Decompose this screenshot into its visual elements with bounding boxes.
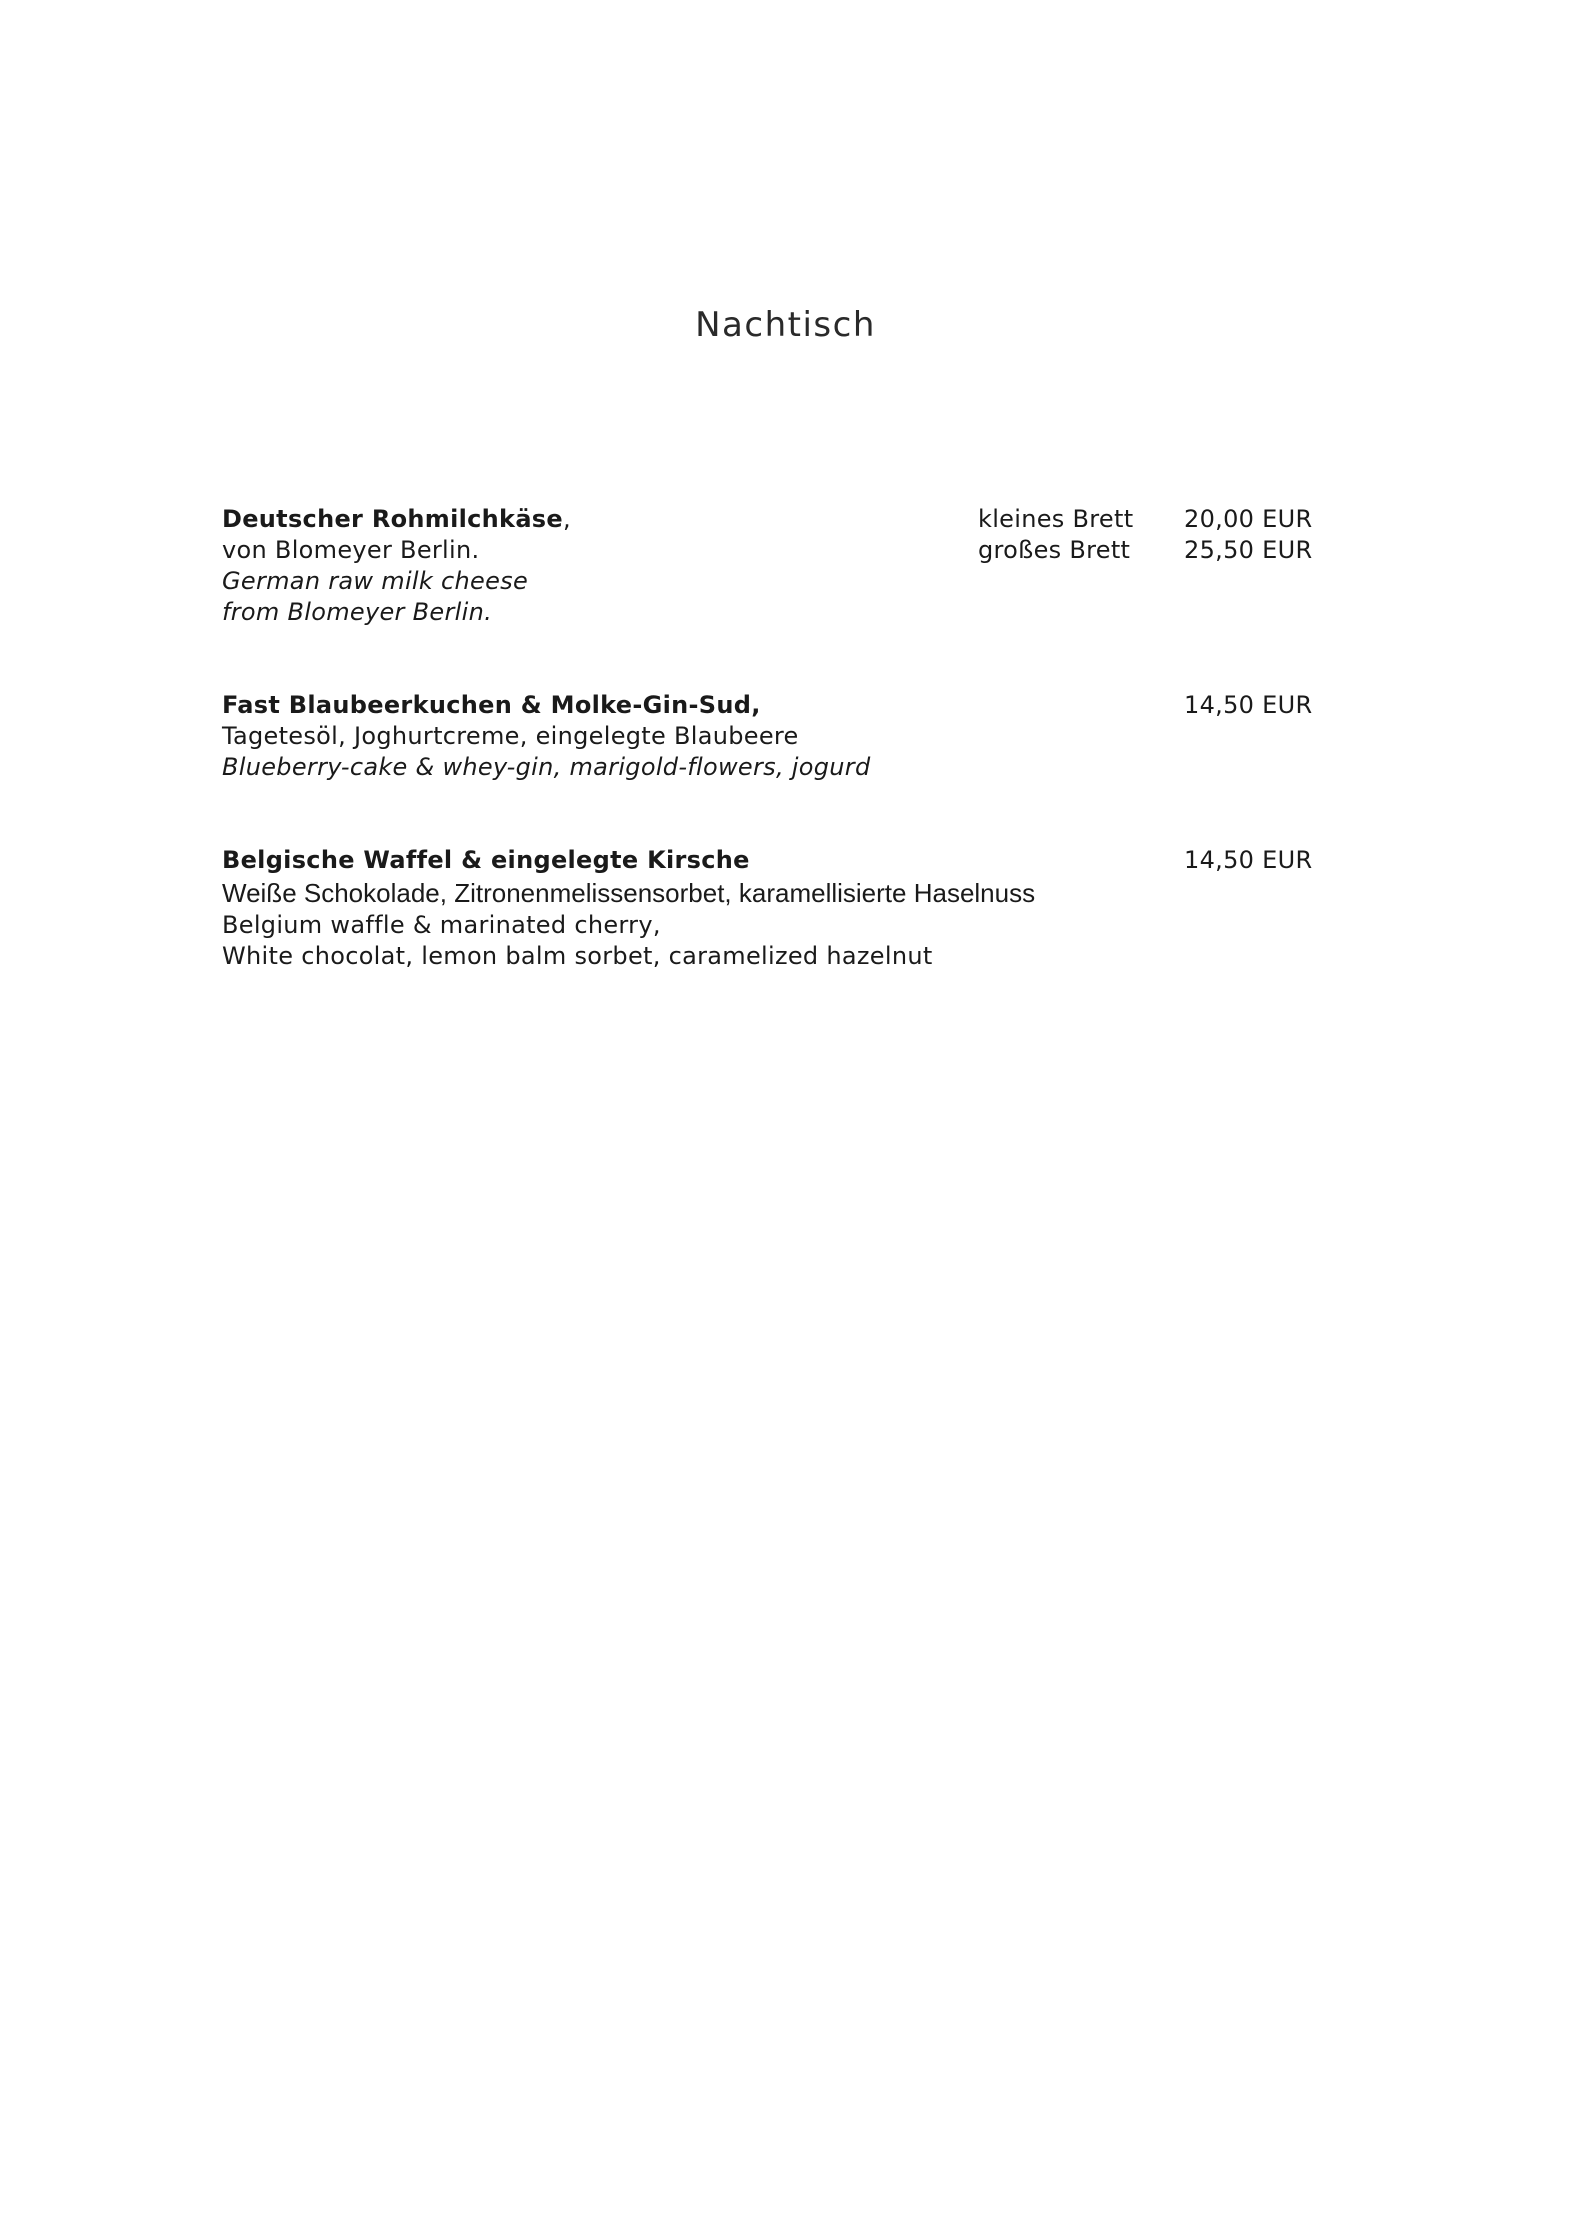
item-description-de: von Blomeyer Berlin. bbox=[222, 536, 480, 564]
item-name: Fast Blaubeerkuchen & Molke-Gin-Sud, bbox=[222, 691, 761, 719]
menu-item-cheese bbox=[222, 504, 1372, 628]
menu-item-waffle bbox=[222, 845, 1372, 972]
item-description-en: German raw milk cheese bbox=[222, 567, 529, 595]
item-description-en: from Blomeyer Berlin. bbox=[222, 598, 493, 626]
size-label: kleines Brett bbox=[978, 505, 1134, 533]
size-options bbox=[978, 504, 1133, 566]
item-description-en: White chocolat, lemon balm sorbet, caramelized hazelnut bbox=[222, 942, 933, 970]
price-list bbox=[1184, 504, 1312, 566]
item-name: Belgische Waffel & eingelegte Kirsche bbox=[222, 846, 750, 874]
item-description-en: Belgium waffle & marinated cherry, bbox=[222, 911, 661, 939]
item-description-de: Tagetesöl, Joghurtcreme, eingelegte Blaubeere bbox=[222, 722, 799, 750]
size-label: großes Brett bbox=[978, 536, 1131, 564]
item-price: 20,00 EUR bbox=[1184, 505, 1313, 533]
item-name-suffix: , bbox=[562, 505, 571, 533]
item-description-de: Weiße Schokolade, Zitronenmelissensorbet, karamellisierte Haselnuss bbox=[222, 878, 1036, 908]
item-price: 14,50 EUR bbox=[1184, 691, 1313, 719]
item-price: 25,50 EUR bbox=[1184, 536, 1313, 564]
item-price: 14,50 EUR bbox=[1184, 846, 1313, 874]
item-description-en: Blueberry-cake & whey-gin, marigold-flowers, jogurd bbox=[222, 753, 871, 781]
menu-item-blueberry-cake bbox=[222, 690, 1372, 783]
item-name: Deutscher Rohmilchkäse bbox=[222, 505, 563, 533]
page-title: Nachtisch bbox=[695, 305, 876, 345]
